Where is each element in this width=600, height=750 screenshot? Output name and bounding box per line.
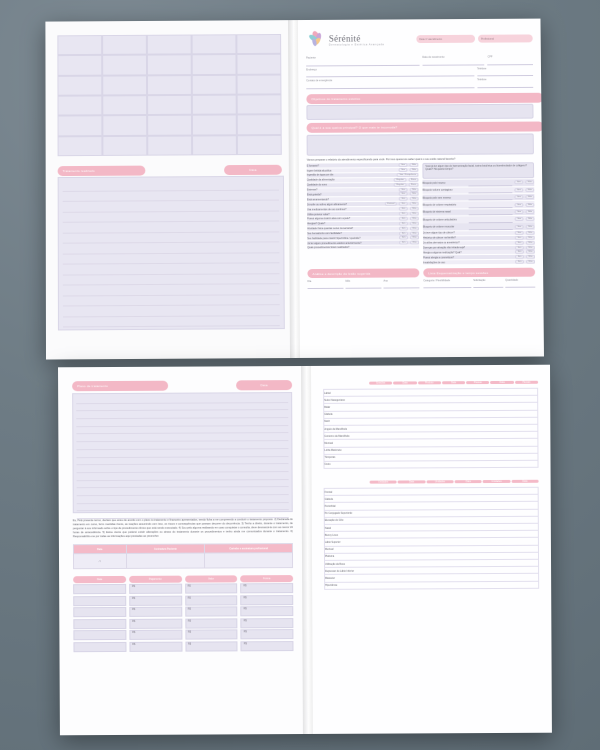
- brand-name: Sérénité: [328, 33, 361, 44]
- bottom-left-page: [58, 366, 308, 735]
- payment-cell[interactable]: [73, 619, 126, 629]
- question-label: Já sofre ou sofreu algum afinamento?: [307, 202, 348, 207]
- brand-logo: [306, 29, 384, 49]
- lesion-analysis-header: [307, 268, 419, 278]
- no-option[interactable]: Não: [410, 192, 419, 196]
- option-regular[interactable]: Regular: [394, 183, 407, 187]
- table-row[interactable]: Contorno da Mandíbula: [324, 432, 537, 440]
- no-option[interactable]: Não: [409, 168, 418, 172]
- col-header-unidades2: Unidades: [426, 480, 453, 483]
- no-option[interactable]: Não: [409, 163, 418, 167]
- yes-option[interactable]: Sim: [514, 181, 523, 185]
- question-label: Bloqueio pele sem reverso: [422, 196, 451, 200]
- document-bottom-spread: [58, 365, 552, 736]
- table-row[interactable]: Periorbital: [325, 502, 538, 510]
- no-option[interactable]: Não: [525, 203, 534, 207]
- no-option[interactable]: Não: [525, 188, 534, 192]
- no-option[interactable]: Não: [410, 217, 419, 221]
- question-label: Já teve algum tipo de câncer?: [422, 231, 455, 235]
- yes-option[interactable]: Sim: [515, 255, 524, 259]
- yes-option[interactable]: Sim: [515, 250, 524, 254]
- question-label: Alergia a alguma medicação? Qual?: [423, 251, 462, 255]
- treatment-plan-label: Plano de tratamento: [77, 384, 108, 389]
- table-row[interactable]: Hiperidrose: [325, 583, 338, 587]
- yes-option[interactable]: Sim: [399, 221, 408, 225]
- input-quantidade[interactable]: [505, 281, 535, 288]
- no-option[interactable]: Não: [526, 260, 535, 264]
- notes-block: [58, 176, 285, 331]
- field-label-telefone2: Telefone: [477, 78, 487, 82]
- yes-option[interactable]: Sim: [515, 188, 524, 192]
- question-label: Bloqueio pele insumo: [422, 181, 446, 185]
- no-option[interactable]: Não: [526, 240, 535, 244]
- signature-col-date: Data: [73, 545, 126, 554]
- question-label: Já fez algum procedimento estético anteriormente?: [307, 241, 362, 246]
- table-row[interactable]: Labial: [324, 389, 537, 397]
- treatment-plan-header: [72, 381, 168, 392]
- question-label: É fumante?: [306, 164, 319, 168]
- complaint-header: [307, 122, 544, 133]
- yes-option[interactable]: Sim: [515, 260, 524, 264]
- payment-cell[interactable]: R$: [185, 641, 238, 651]
- yes-option[interactable]: Sim: [515, 245, 524, 249]
- question-label: Bloqueio de volume muscular: [422, 225, 455, 229]
- sessions-table-header: [323, 379, 538, 387]
- payment-cell[interactable]: R$: [129, 596, 182, 606]
- no-option[interactable]: Não: [526, 245, 535, 249]
- payment-column-date: [73, 584, 126, 652]
- payment-cell[interactable]: R$: [185, 630, 238, 640]
- question-label: Seu facilidade para cicatriz hipertrófica / queloide?: [307, 236, 361, 241]
- questionnaire-instruction: Vamos preparar o relatório do atendimento especificando para você. Por isso queremos saber qual é o seu estilo natural favorito?: [306, 157, 456, 162]
- payment-cell[interactable]: R$: [241, 607, 294, 617]
- col-header-data3: Data: [490, 381, 513, 384]
- payment-payment-label: Pagamento: [148, 577, 162, 582]
- field-label-paciente: Paciente: [306, 56, 316, 60]
- col-header-data2: Data: [442, 381, 465, 384]
- input-categoria[interactable]: [423, 282, 471, 289]
- harmonization-question-box[interactable]: [422, 162, 534, 179]
- consent-text: Eu, Pelo presente termo, declaro que estou de acordo com o plano to tratamento e financeiro apresentados, sendo ficha a me compreendo a conduzir o tratamento proposto. 2) Declarada do tratamento em curso, ferro mantidas riscos, as reações assumindo com isso, os riscos e consequências que possam decorrer do decorrência. 3) Tenho a direito, durante o tratamento, de perguntar à sou informado sobre o tipo de procedimento clínico que está sendo executado. 4) Sou pelo alguma realizando em caso conquistar o consulta, deve desmarcá-la com ao menor 24 horas de antecedência. 5) Estou ciente que poderei existir alterações ou atraso do tratamento durante os procedimentos e tenho ainda me comunicados durante o tratamento. 6) Responsabilizo-me por todas as informações aqui prestadas ao preencher.: [72, 518, 293, 538]
- table-row[interactable]: Malar: [324, 403, 537, 411]
- no-option[interactable]: Não: [410, 187, 419, 191]
- procedure-grid-table: [57, 34, 281, 156]
- questionnaire-left-column: [307, 163, 419, 266]
- table-row[interactable]: Platisma: [325, 553, 538, 561]
- payment-column-form: [240, 584, 293, 652]
- answer-input[interactable]: [468, 179, 512, 186]
- facial-areas-table: [323, 388, 538, 469]
- no-option[interactable]: Não: [526, 217, 535, 221]
- payment-date-label: Data: [96, 578, 103, 582]
- answer-input[interactable]: [469, 216, 513, 223]
- yes-option[interactable]: Sim: [399, 231, 408, 235]
- plan-date-header: [236, 380, 292, 390]
- professional-label: Profissional: [480, 37, 494, 41]
- answer-input[interactable]: [469, 209, 513, 216]
- no-option[interactable]: Não: [410, 241, 419, 245]
- yes-option[interactable]: Sim: [515, 236, 524, 240]
- bottom-right-page: [311, 365, 552, 734]
- table-row[interactable]: Lábio Superior: [325, 538, 538, 546]
- no-option[interactable]: Não: [526, 250, 535, 254]
- table-row[interactable]: Nasal: [325, 524, 538, 532]
- first-visit-date-field[interactable]: [416, 35, 475, 43]
- col-header-data3: Data: [511, 480, 538, 483]
- question-label: Histórico de câncer na família?: [422, 236, 456, 240]
- complaint-label: Qual é a sua queixa principal? O que mais te incomoda?: [311, 125, 398, 131]
- payment-column-payment: [129, 584, 182, 652]
- field-label-solicitacao: Solicitação: [473, 278, 486, 282]
- payment-column-value: [185, 584, 238, 652]
- payment-cell[interactable]: R$: [241, 641, 294, 651]
- sessions-label: Lista Esquematização e tempo sessões: [428, 270, 489, 275]
- brand-tagline: Dermatologia e Estética Avançada: [328, 42, 385, 47]
- field-label-ano: Ano: [383, 279, 388, 283]
- payment-cell[interactable]: R$: [185, 584, 238, 594]
- yes-option[interactable]: Sim: [399, 192, 408, 196]
- table-row[interactable]: Glabela: [325, 495, 538, 503]
- table-row[interactable]: Pé Conjugado Superiorde: [325, 509, 538, 517]
- input-dia[interactable]: [308, 282, 344, 289]
- col-header-sessoes: Sessões: [369, 382, 392, 385]
- answer-input[interactable]: [469, 194, 513, 201]
- treatment-performed-label: Tratamento realizado: [62, 168, 95, 174]
- table-row[interactable]: Outro: [324, 463, 331, 467]
- question-label: Possui alguma cicatriz ativa com a pele?: [307, 217, 351, 221]
- payment-cell[interactable]: R$: [129, 584, 182, 594]
- yes-option[interactable]: Sim: [515, 195, 524, 199]
- field-label-cpf: CPF: [487, 55, 493, 59]
- yes-option[interactable]: Sim: [515, 231, 524, 235]
- question-label: Estresse?: [306, 188, 318, 192]
- signature-date-cell[interactable]: / /: [73, 554, 126, 569]
- payment-cell[interactable]: R$: [185, 595, 238, 605]
- yes-option[interactable]: Sim: [515, 225, 524, 229]
- no-option[interactable]: Não: [410, 212, 419, 216]
- table-row[interactable]: Glabela: [324, 410, 537, 418]
- field-label-endereco: Endereço: [306, 68, 317, 72]
- col-header-pausas1: Pausas: [466, 381, 489, 384]
- question-label: Utiliza protetor solar?: [307, 212, 330, 216]
- first-visit-date-label: Data 1º atendimento: [419, 37, 442, 41]
- payment-cell[interactable]: R$: [129, 642, 182, 652]
- yes-option[interactable]: Sim: [515, 203, 524, 207]
- table-row[interactable]: Nariz: [324, 418, 537, 426]
- signature-table: [73, 544, 293, 570]
- payment-value-label: Valor: [208, 577, 214, 581]
- question-label: Está grávida?: [306, 193, 322, 197]
- payment-cell[interactable]: [73, 584, 126, 594]
- treatment-plan-lines[interactable]: [72, 392, 293, 513]
- no-option[interactable]: Não: [526, 225, 535, 229]
- date-label: Data: [249, 167, 257, 172]
- yes-option[interactable]: Sim: [399, 197, 408, 201]
- complaint-input[interactable]: [307, 133, 534, 155]
- table-row[interactable]: Ângulo da Mandíbula: [324, 425, 537, 433]
- objectives-input[interactable]: [306, 104, 533, 120]
- no-option[interactable]: Não: [525, 195, 534, 199]
- yes-option[interactable]: Sim: [399, 163, 408, 167]
- yes-option[interactable]: Sim: [515, 240, 524, 244]
- col-header-data2: Data: [455, 480, 482, 483]
- yes-option[interactable]: Sim: [399, 207, 408, 211]
- payment-form-label: Forma: [263, 577, 271, 581]
- signature-professional-cell[interactable]: [205, 553, 293, 568]
- payment-cell[interactable]: R$: [185, 618, 238, 628]
- payment-col-value: [185, 576, 238, 583]
- option-bad[interactable]: Ruim: [408, 178, 418, 182]
- signature-patient-cell[interactable]: [126, 553, 205, 568]
- no-option[interactable]: Não: [410, 221, 419, 225]
- input-cpf[interactable]: [488, 58, 533, 65]
- payment-cell[interactable]: R$: [241, 618, 294, 628]
- harmonization-question-label: Você já fez algum tipo de harmonização facial, toxina botulínica ou bioestimulador de colágeno? Quais? Há quanto tempo?: [425, 164, 527, 171]
- treatment-performed-header: [58, 166, 146, 176]
- payment-col-payment: [129, 576, 182, 583]
- yes-option[interactable]: Sim: [515, 210, 524, 214]
- input-solicitacao[interactable]: [473, 281, 503, 288]
- table-row[interactable]: Sulco Nasogeniano: [324, 396, 537, 404]
- yes-option[interactable]: Sim: [399, 212, 408, 216]
- top-left-page: [45, 20, 295, 359]
- option-extra[interactable]: Estável: [385, 202, 397, 206]
- lesion-analysis-label: Análise e descrição da lesão sugerida: [312, 271, 371, 276]
- question-label: Qualidade da alimentação: [306, 178, 335, 182]
- question-label: Bloqueio volume contagioso: [422, 188, 453, 192]
- question-label: Qualidade do sono: [306, 183, 327, 187]
- payment-cell[interactable]: R$: [129, 607, 182, 617]
- no-option[interactable]: Não: [526, 231, 535, 235]
- yes-option[interactable]: Sim: [399, 217, 408, 221]
- answer-input[interactable]: [468, 187, 512, 194]
- input-endereco[interactable]: [306, 70, 474, 77]
- questionnaire-right-column: [422, 162, 535, 265]
- payment-cell[interactable]: [73, 596, 126, 606]
- payment-cell[interactable]: R$: [240, 595, 293, 605]
- question-label: Já utiliza dermatos ou anestésico?: [423, 241, 460, 245]
- input-telefone2[interactable]: [477, 81, 533, 88]
- input-paciente[interactable]: [306, 59, 419, 66]
- signature-col-professional: Carimbo e assinatura profissional: [205, 544, 293, 553]
- payment-col-date: [73, 576, 126, 583]
- payment-cell[interactable]: [73, 642, 126, 652]
- col-header-data1: Data: [393, 381, 416, 384]
- table-row[interactable]: Bunny Lines: [325, 531, 538, 539]
- question-label: Atividade física quantas vezes na semana?: [307, 227, 354, 231]
- botox-table-header: [324, 478, 539, 486]
- payment-cell[interactable]: R$: [185, 607, 238, 617]
- flower-logo-icon: [306, 30, 326, 50]
- input-telefone[interactable]: [477, 70, 533, 77]
- professional-field[interactable]: [478, 34, 533, 42]
- botox-areas-table: [324, 487, 540, 590]
- yes-option[interactable]: Sim: [515, 217, 524, 221]
- yes-option[interactable]: Sim: [399, 202, 408, 206]
- table-row[interactable]: Depressor do Lábio Inferior: [325, 567, 538, 575]
- question-label: Ingestão de água por dia: [306, 173, 334, 177]
- table-row[interactable]: Linha Marionete: [324, 446, 537, 454]
- no-option[interactable]: Não: [526, 255, 535, 259]
- payment-cell[interactable]: R$: [129, 619, 182, 629]
- objectives-label: Objetivos do tratamento estético: [311, 96, 361, 101]
- no-option[interactable]: Não: [525, 180, 534, 184]
- no-option[interactable]: Não: [525, 210, 534, 214]
- field-label-mes: Mês: [345, 279, 351, 283]
- field-label-quantidade: Quantidade: [505, 278, 519, 282]
- field-label-emergencia: Contato de emergência: [306, 79, 333, 83]
- no-option[interactable]: Não: [410, 226, 419, 230]
- no-option[interactable]: Não: [410, 202, 419, 206]
- payment-cell[interactable]: R$: [241, 630, 294, 640]
- input-emergencia[interactable]: [306, 82, 474, 89]
- table-row[interactable]: Frontal: [325, 488, 538, 496]
- question-label: Bloqueio de volume respiratório: [422, 203, 457, 207]
- question-label: Bloqueio de volume articulatório: [422, 218, 457, 222]
- yes-option[interactable]: Sim: [399, 236, 408, 240]
- table-row[interactable]: Utilização da Boca: [325, 560, 538, 568]
- col-header-pausas2: Pausas: [515, 381, 538, 384]
- no-option[interactable]: Não: [410, 231, 419, 235]
- question-label: Bloqueio de sistema nasal: [422, 210, 451, 215]
- col-header-unidades3: Unidades: [483, 480, 510, 483]
- plan-date-label: Data: [260, 383, 268, 388]
- table-row[interactable]: Mentual: [325, 545, 538, 553]
- yes-option[interactable]: Sim: [399, 187, 408, 191]
- payment-col-form: [240, 576, 293, 583]
- payment-cell[interactable]: R$: [129, 630, 182, 640]
- sessions-header: [423, 268, 535, 278]
- payment-cell[interactable]: R$: [240, 584, 293, 594]
- answer-input[interactable]: [469, 201, 513, 208]
- no-option[interactable]: Não: [410, 236, 419, 240]
- freq-option[interactable]: Sim / Frequência: [397, 173, 419, 177]
- yes-option[interactable]: Sim: [399, 226, 408, 230]
- no-option[interactable]: Não: [410, 197, 419, 201]
- question-label: Está amamentando?: [306, 198, 330, 202]
- table-row[interactable]: Elevação do Cílio: [325, 517, 538, 525]
- yes-option[interactable]: Sim: [399, 168, 408, 172]
- col-header-unidades1: Unidades: [370, 481, 397, 484]
- question-label: Usa medicamentos de uso contínuo?: [307, 207, 347, 211]
- yes-option[interactable]: Sim: [399, 241, 408, 245]
- question-label: Quais procedimentos foram realizados?: [307, 246, 350, 250]
- table-row[interactable]: Têmporas: [324, 453, 537, 461]
- objectives-header: [306, 93, 543, 104]
- answer-input[interactable]: [469, 223, 513, 230]
- payment-cell[interactable]: [73, 607, 126, 617]
- option-regular[interactable]: Regular: [394, 178, 407, 182]
- payment-cell[interactable]: [73, 630, 126, 640]
- question-label: Alergias? Quais?: [307, 222, 326, 226]
- no-option[interactable]: Não: [526, 236, 535, 240]
- question-label: Doenças por ativação não irritada seja?: [423, 246, 466, 250]
- col-header-data1: Data: [398, 480, 425, 483]
- col-header-produto: Produto: [418, 381, 441, 384]
- input-ano[interactable]: [383, 282, 419, 289]
- question-label: Seu hematócrito com facilidade?: [307, 232, 342, 236]
- signature-col-patient: Assinatura Paciente: [126, 544, 205, 553]
- field-label-dia: Dia: [307, 279, 312, 283]
- question-label: Insatisfações de uso: [423, 260, 445, 265]
- top-right-page: [298, 19, 544, 358]
- option-bad[interactable]: Ruim: [408, 182, 418, 186]
- field-label-telefone: Telefone: [477, 67, 487, 71]
- field-label-categoria: Categoria / Flexibilidade: [423, 278, 451, 282]
- table-row[interactable]: Masseter: [325, 574, 538, 582]
- question-label: Ingere bebida alcoólica: [306, 168, 332, 173]
- no-option[interactable]: Não: [410, 207, 419, 211]
- document-top-spread: [45, 19, 544, 360]
- input-mes[interactable]: [345, 282, 381, 289]
- field-label-nascimento: Data de nascimento: [422, 55, 445, 59]
- question-label: Possui alergia a cosméticos?: [423, 256, 455, 260]
- table-row[interactable]: Mentual: [324, 439, 537, 447]
- identification-block: [306, 55, 533, 89]
- date-header: [224, 165, 282, 175]
